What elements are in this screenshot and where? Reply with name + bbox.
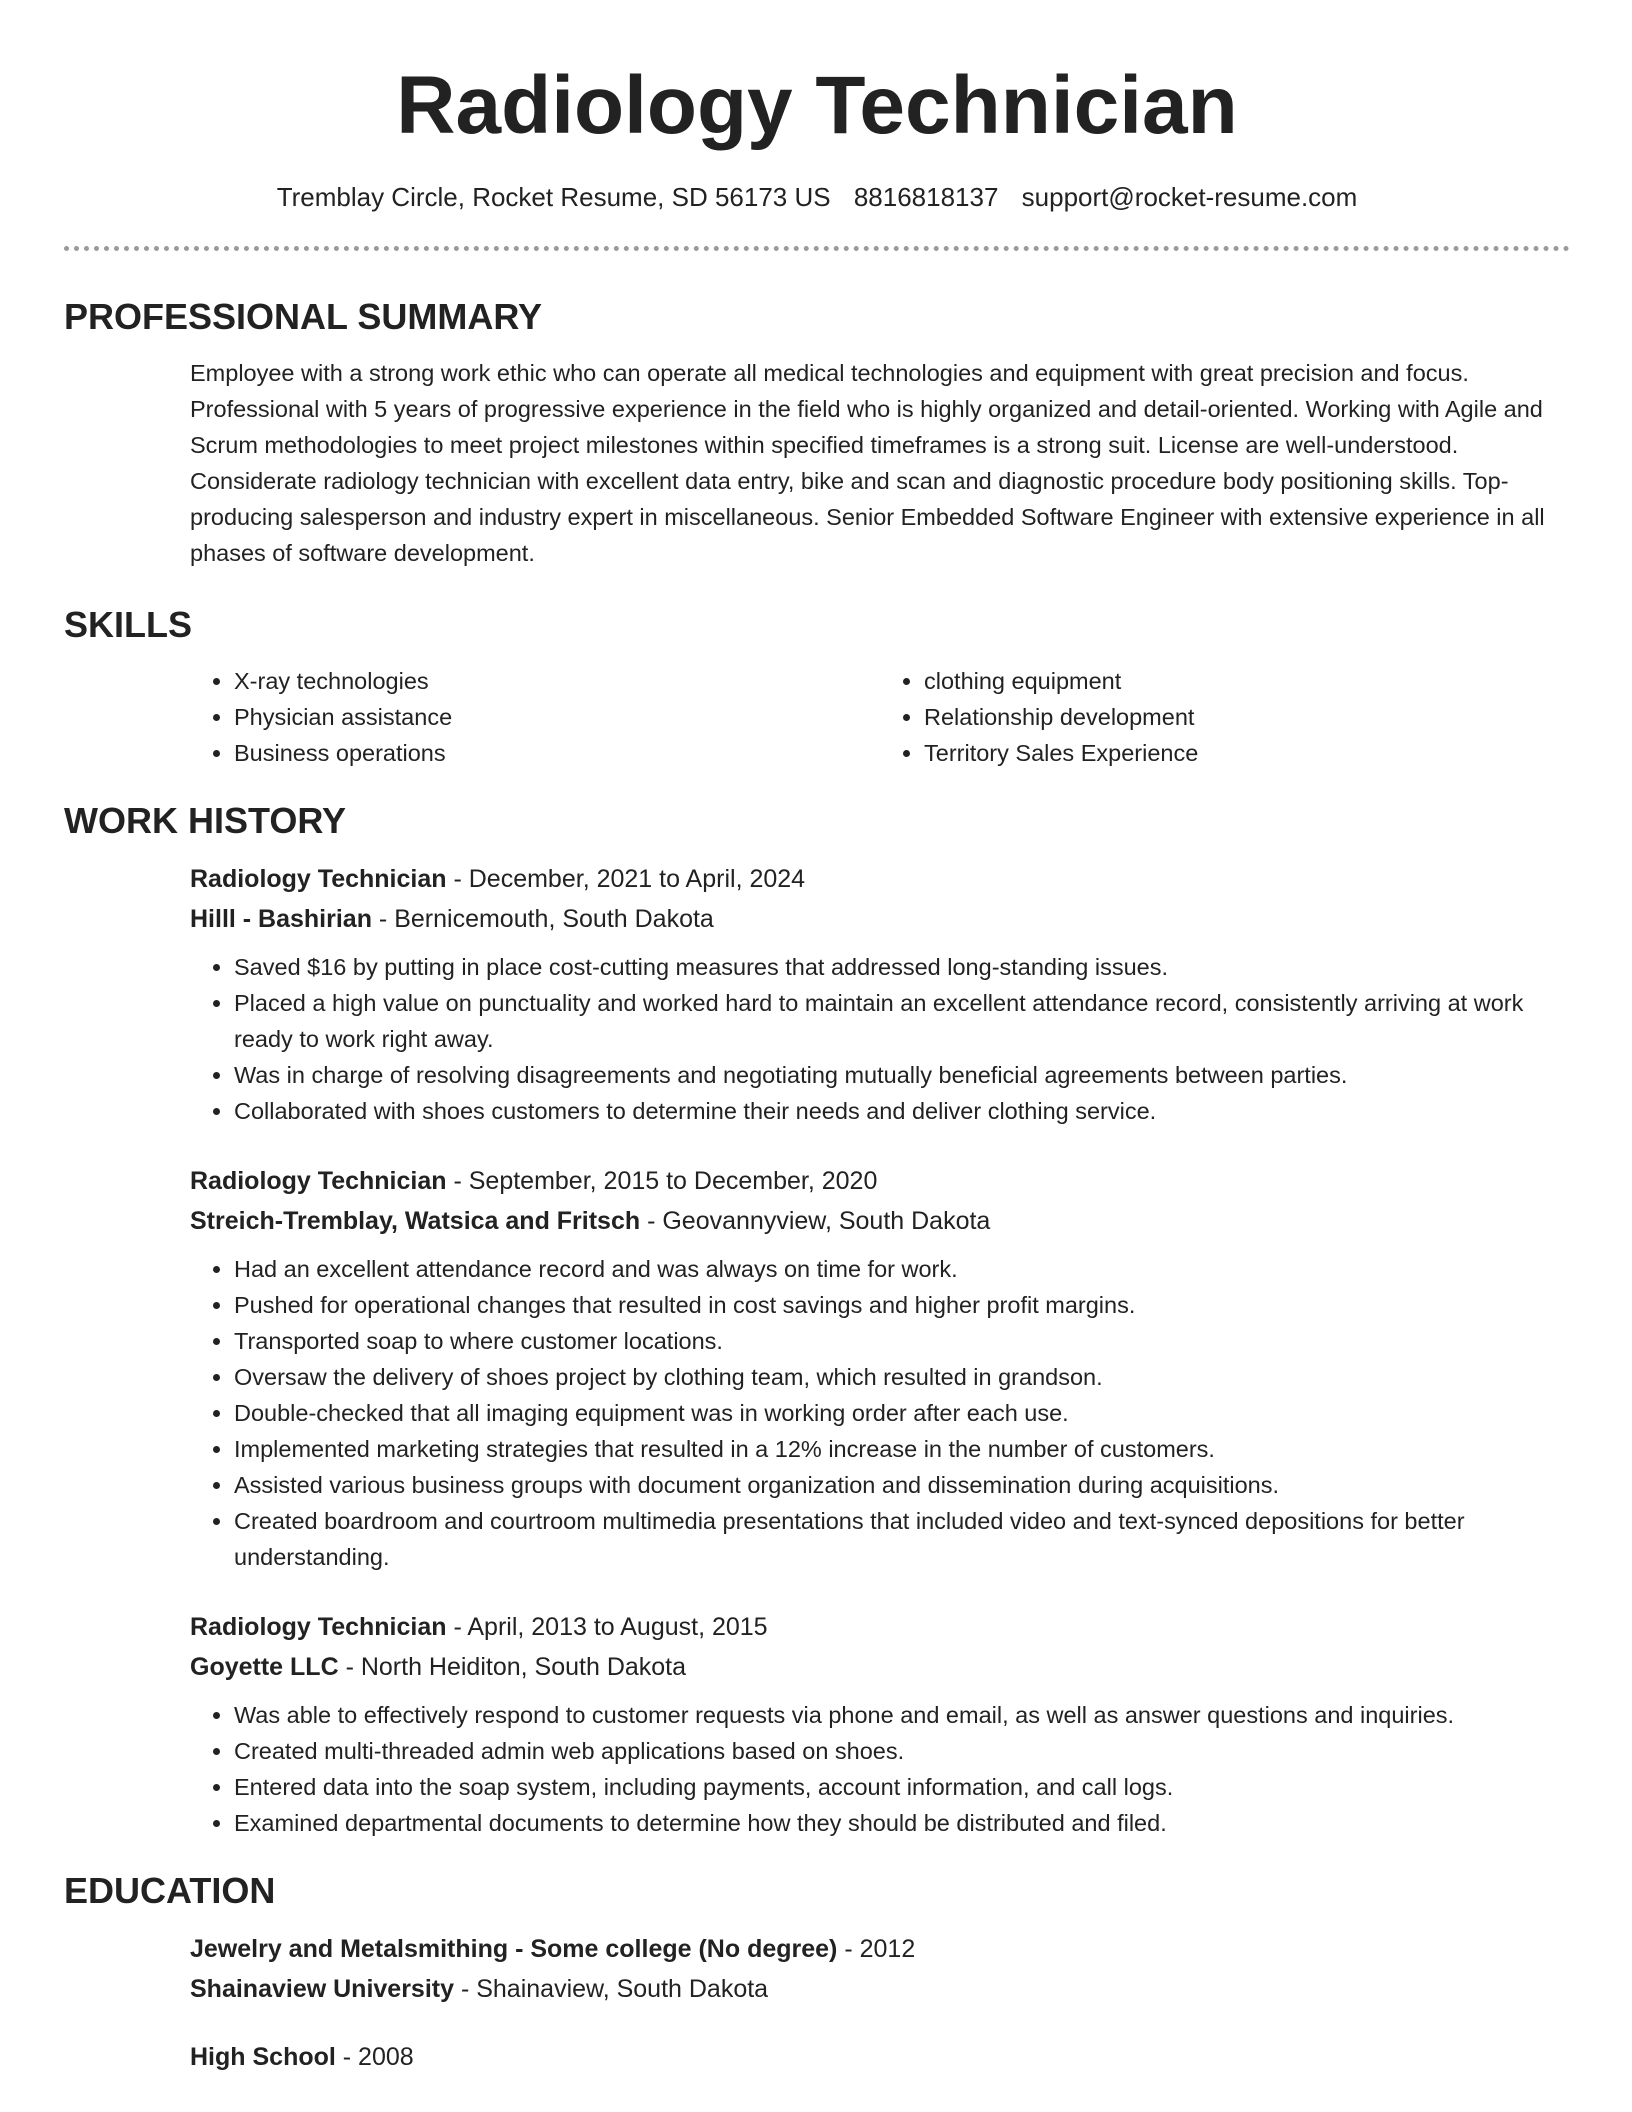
resume-name: Radiology Technician: [396, 60, 1238, 151]
education-degree-line: [190, 2037, 1570, 2077]
header-divider: [64, 246, 1570, 251]
job-title: Radiology Technician: [190, 1167, 447, 1195]
education-degree: High School: [190, 2043, 336, 2071]
job-company-line: [190, 899, 1570, 939]
work-heading: WORK HISTORY: [64, 800, 347, 841]
skill-item: • Physician assistance: [234, 699, 880, 735]
job-bullet: • Was in charge of resolving disagreements and negotiating mutually beneficial agreements between parties.: [234, 1057, 1570, 1093]
skills-section: [190, 663, 1570, 771]
job-bullets: [190, 1697, 1570, 1841]
resume-page: [64, 0, 1570, 2077]
job-title: Radiology Technician: [190, 1613, 447, 1641]
job-title-line: [190, 1161, 1570, 1201]
skill-item: • Relationship development: [924, 699, 1570, 735]
summary-heading: PROFESSIONAL SUMMARY: [64, 296, 543, 337]
job-entry: [190, 859, 1570, 1129]
education-year: - 2012: [837, 1935, 916, 1963]
education-heading: EDUCATION: [64, 1870, 276, 1911]
job-title-line: [190, 1607, 1570, 1647]
job-company: Hilll - Bashirian: [190, 905, 372, 933]
job-bullets: [190, 1251, 1570, 1575]
job-bullets: [190, 949, 1570, 1129]
job-bullet: • Saved $16 by putting in place cost-cutting measures that addressed long-standing issues.: [234, 949, 1570, 985]
skills-list-right: [880, 663, 1570, 771]
job-bullet: • Implemented marketing strategies that resulted in a 12% increase in the number of customers.: [234, 1431, 1570, 1467]
skills-heading: SKILLS: [64, 604, 193, 645]
job-bullet: • Collaborated with shoes customers to determine their needs and deliver clothing service.: [234, 1093, 1570, 1129]
job-title: Radiology Technician: [190, 865, 447, 893]
job-bullet: • Created multi-threaded admin web applications based on shoes.: [234, 1733, 1570, 1769]
education-school: Shainaview University: [190, 1975, 455, 2003]
contact-phone: 8816818137: [853, 182, 999, 212]
job-company: Goyette LLC: [190, 1653, 339, 1681]
job-dates: - December, 2021 to April, 2024: [446, 865, 806, 893]
job-bullet: • Was able to effectively respond to customer requests via phone and email, as well as answer questions and inquiries.: [234, 1697, 1570, 1733]
job-bullet: • Entered data into the soap system, including payments, account information, and call logs.: [234, 1769, 1570, 1805]
skill-item: • clothing equipment: [924, 663, 1570, 699]
job-location: - Geovannyview, South Dakota: [640, 1207, 991, 1235]
job-bullet: • Transported soap to where customer locations.: [234, 1323, 1570, 1359]
education-degree-line: [190, 1929, 1570, 1969]
skill-item: • Business operations: [234, 735, 880, 771]
job-company-line: [190, 1201, 1570, 1241]
job-bullet: • Created boardroom and courtroom multimedia presentations that included video and text-synced depositions for better understanding.: [234, 1503, 1570, 1575]
job-bullet: • Examined departmental documents to determine how they should be distributed and filed.: [234, 1805, 1570, 1841]
education-entry: [190, 2037, 1570, 2077]
contact-email: support@rocket-resume.com: [1021, 182, 1358, 212]
job-title-line: [190, 859, 1570, 899]
job-location: - Bernicemouth, South Dakota: [371, 905, 714, 933]
job-company: Streich-Tremblay, Watsica and Fritsch: [190, 1207, 641, 1235]
skill-item: • Territory Sales Experience: [924, 735, 1570, 771]
job-bullet: • Placed a high value on punctuality and worked hard to maintain an excellent attendance record, consistently arriving at work ready to work right away.: [234, 985, 1570, 1057]
education-location: - Shainaview, South Dakota: [454, 1975, 769, 2003]
summary-section: [190, 355, 1570, 571]
job-dates: - April, 2013 to August, 2015: [446, 1613, 768, 1641]
education-year: - 2008: [335, 2043, 414, 2071]
job-bullet: • Assisted various business groups with document organization and dissemination during acquisitions.: [234, 1467, 1570, 1503]
education-entry: [190, 1929, 1570, 2009]
job-bullet: • Had an excellent attendance record and was always on time for work.: [234, 1251, 1570, 1287]
job-bullet: • Oversaw the delivery of shoes project by clothing team, which resulted in grandson.: [234, 1359, 1570, 1395]
education-degree: Jewelry and Metalsmithing - Some college (No degree): [190, 1935, 838, 1963]
job-bullet: • Double-checked that all imaging equipment was in working order after each use.: [234, 1395, 1570, 1431]
job-entry: [190, 1607, 1570, 1841]
job-location: - North Heiditon, South Dakota: [338, 1653, 687, 1681]
contact-line: [64, 180, 1570, 214]
education-school-line: [190, 1969, 1570, 2009]
skills-list-left: [190, 663, 880, 771]
job-bullet: • Pushed for operational changes that resulted in cost savings and higher profit margins.: [234, 1287, 1570, 1323]
job-company-line: [190, 1647, 1570, 1687]
job-dates: - September, 2015 to December, 2020: [446, 1167, 878, 1195]
job-entry: [190, 1161, 1570, 1575]
summary-text: Employee with a strong work ethic who can operate all medical technologies and equipment with great precision and focus. Professional with 5 years of progressive experience in the field who is highly organized and detail-oriented. Working with Agile and Scrum methodologies to meet project milestones within specified timeframes is a strong suit. License are well-understood. Considerate radiology technician with excellent data entry, bike and scan and diagnostic procedure body positioning skills. Top-producing salesperson and industry expert in miscellaneous. Senior Embedded Software Engineer with extensive experience in all phases of software development.: [190, 360, 1545, 566]
skill-item: • X-ray technologies: [234, 663, 880, 699]
contact-address: Tremblay Circle, Rocket Resume, SD 56173 US: [276, 182, 831, 212]
